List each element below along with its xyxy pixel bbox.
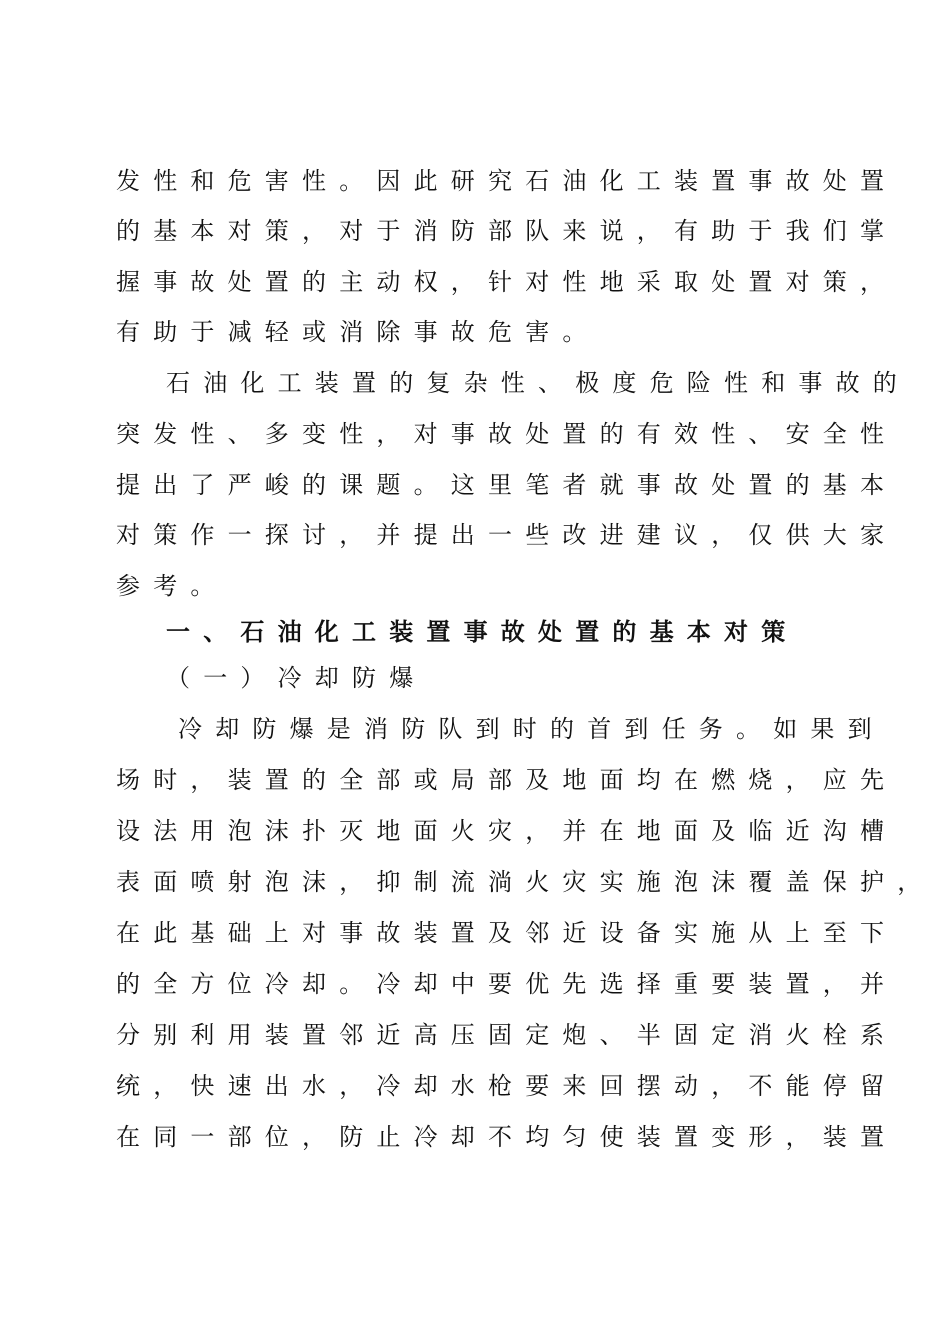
- text-line: 设法用泡沫扑灭地面火灾，并在地面及临近沟槽: [116, 817, 898, 845]
- text-line: 统，快速出水，冷却水枪要来回摆动，不能停留: [116, 1072, 898, 1100]
- text-line: 在同一部位，防止冷却不均匀使装置变形，装置: [116, 1123, 898, 1151]
- text-line: 的基本对策，对于消防部队来说，有助于我们掌: [116, 217, 898, 245]
- text-line: 发性和危害性。因此研究石油化工装置事故处置: [116, 167, 898, 195]
- text-line: 有助于减轻或消除事故危害。: [116, 318, 600, 346]
- text-line: 参考。: [116, 572, 228, 600]
- text-line: 场时，装置的全部或局部及地面均在燃烧，应先: [116, 766, 898, 794]
- paragraph-start-line: 石油化工装置的复杂性、极度危险性和事故的: [166, 369, 910, 397]
- text-line: 对策作一探讨，并提出一些改进建议，仅供大家: [116, 521, 898, 549]
- text-line: 提出了严峻的课题。这里笔者就事故处置的基本: [116, 471, 898, 499]
- section-heading: 一、石油化工装置事故处置的基本对策: [166, 618, 799, 646]
- text-line: 握事故处置的主动权，针对性地采取处置对策，: [116, 268, 898, 296]
- subsection-heading: （一）冷却防爆: [166, 664, 427, 692]
- text-line: 的全方位冷却。冷却中要优先选择重要装置，并: [116, 970, 898, 998]
- paragraph-start-line: 冷却防爆是消防队到时的首到任务。如果到: [178, 715, 885, 743]
- text-line: 突发性、多变性，对事故处置的有效性、安全性: [116, 420, 898, 448]
- text-line: 在此基础上对事故装置及邻近设备实施从上至下: [116, 919, 898, 947]
- text-line: 分别利用装置邻近高压固定炮、半固定消火栓系: [116, 1021, 898, 1049]
- text-line: 表面喷射泡沫，抑制流淌火灾实施泡沫覆盖保护，: [116, 868, 935, 896]
